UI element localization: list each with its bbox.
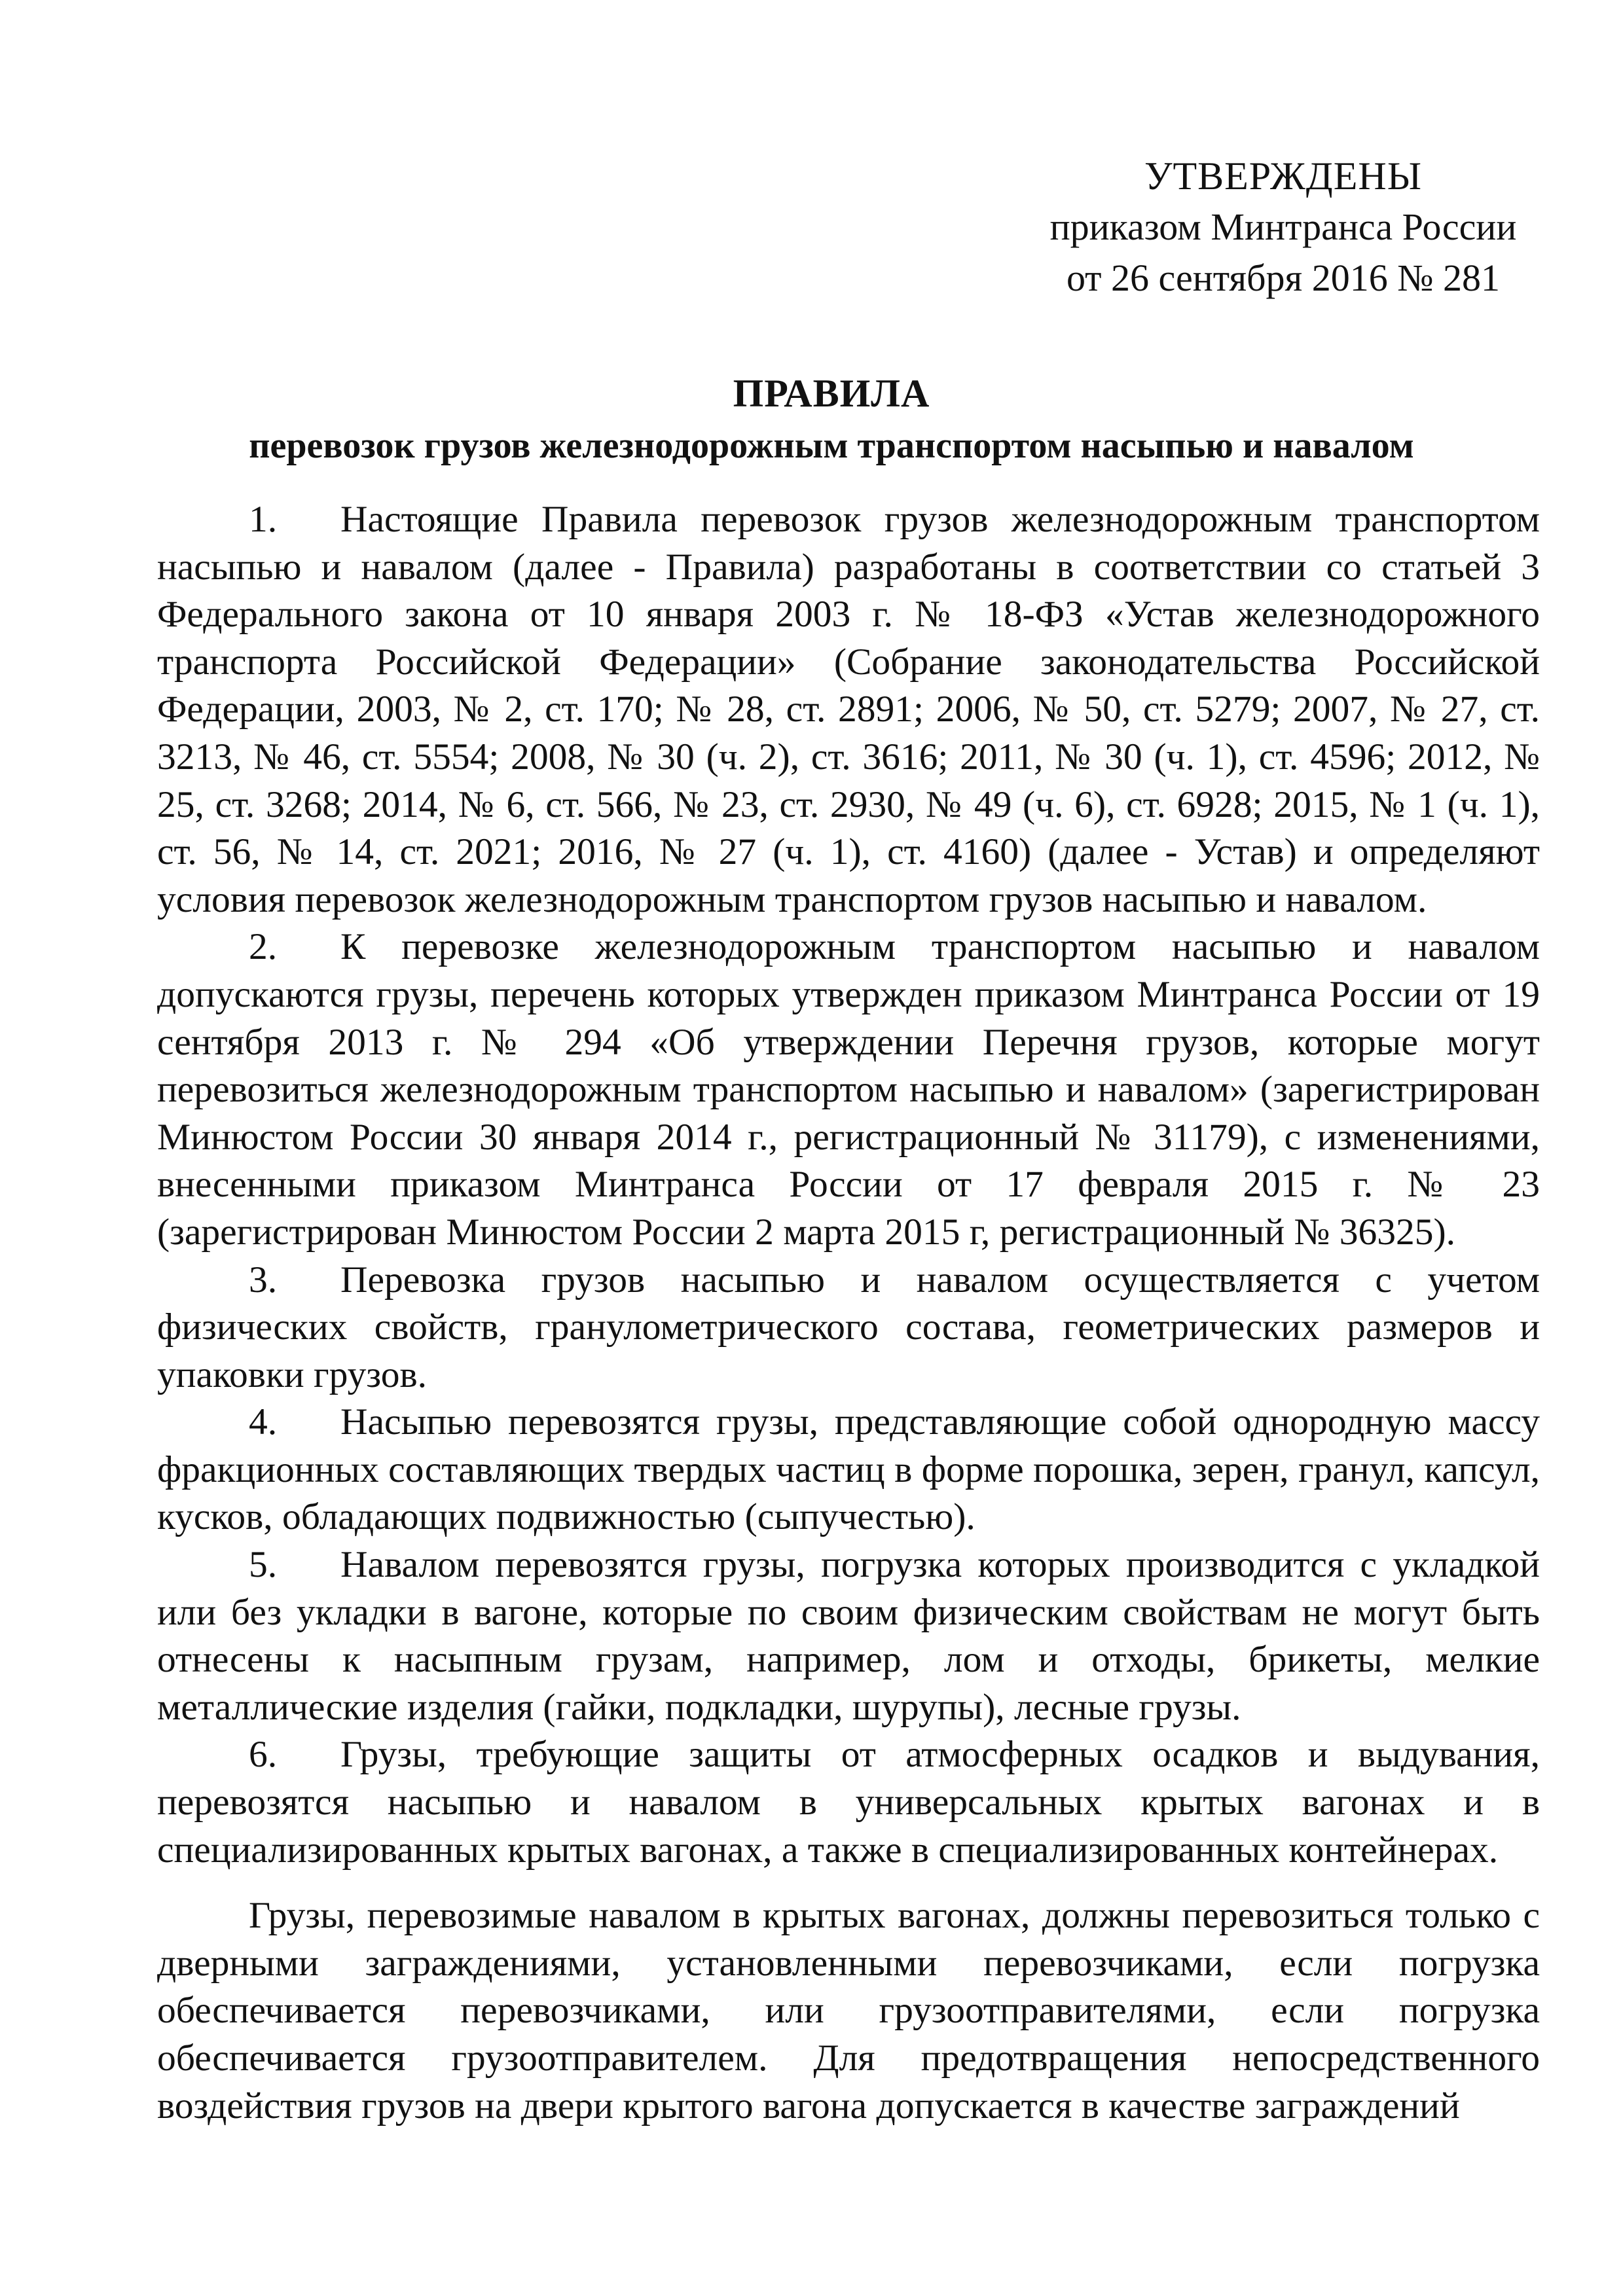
item-text: Перевозка грузов насыпью и навалом осуществляется с учетом физических свойств, гранулометрического состава, геометрических размеров и упаковки грузов. <box>157 1259 1540 1395</box>
numbered-item-6 <box>157 1731 1540 1874</box>
item-text: К перевозке железнодорожным транспортом насыпью и навалом допускаются грузы, перечень которых утвержден приказом Минтранса России от 19 сентября 2013 г. № 294 «Об утверждении Перечня грузов, которые могут перевозиться железнодорожным транспортом насыпью и навалом» (зарегистрирован Минюстом России 30 января 2014 г., регистрационный № 31179), с изменениями, внесенными приказом Минтранса России от 17 февраля 2015 г. № 23 (зарегистрирован Минюстом России 2 марта 2015 г, регистрационный № 36325). <box>157 926 1540 1253</box>
numbered-item-3 <box>157 1257 1540 1399</box>
numbered-item-4 <box>157 1399 1540 1541</box>
item-number: 4. <box>249 1401 278 1443</box>
numbered-item-1 <box>157 496 1540 924</box>
document-body <box>157 496 1540 2130</box>
approval-stamp <box>1021 151 1545 304</box>
document-subtitle: перевозок грузов железнодорожным транспортом насыпью и навалом <box>249 425 1414 466</box>
document-title: ПРАВИЛА <box>733 372 930 415</box>
title-block <box>157 367 1506 471</box>
item-text: Насыпью перевозятся грузы, представляющие собой однородную массу фракционных составляющих твердых частиц в форме порошка, зерен, гранул, капсул, кусков, обладающих подвижностью (сыпучестью). <box>157 1401 1540 1538</box>
item-number: 5. <box>249 1544 278 1586</box>
closing-paragraph: Грузы, перевозимые навалом в крытых вагонах, должны перевозиться только с дверными заграждениями, установленными перевозчиками, если погрузка обеспечивается перевозчиками, или грузоотправителями, если погрузка обеспечивается грузоотправителем. Для предотвращения непосредственного воздействия грузов на двери крытого вагона допускается в качестве заграждений <box>157 1895 1540 2126</box>
item-number: 6. <box>249 1734 278 1776</box>
item-text: Настоящие Правила перевозок грузов железнодорожным транспортом насыпью и навалом (далее - Правила) разработаны в соответствии со статьей 3 Федерального закона от 10 января 2003 г. № 18-ФЗ «Устав железнодорожного транспорта Российской Федерации» (Собрание законодательства Российской Федерации, 2003, № 2, ст. 170; № 28, ст. 2891; 2006, № 50, ст. 5279; 2007, № 27, ст. 3213, № 46, ст. 5554; 2008, № 30 (ч. 2), ст. 3616; 2011, № 30 (ч. 1), ст. 4596; 2012, № 25, ст. 3268; 2014, № 6, ст. 566, № 23, ст. 2930, № 49 (ч. 6), ст. 6928; 2015, № 1 (ч. 1), ст. 56, № 14, ст. 2021; 2016, № 27 (ч. 1), ст. 4160) (далее - Устав) и определяют условия перевозок железнодорожным транспортом грузов насыпью и навалом. <box>157 499 1540 920</box>
item-text: Грузы, требующие защиты от атмосферных осадков и выдувания, перевозятся насыпью и навалом в универсальных крытых вагонах и в специализированных крытых вагонах, а также в специализированных контейнерах. <box>157 1734 1540 1871</box>
item-number: 1. <box>249 499 278 540</box>
approval-date: от 26 сентября 2016 № 281 <box>1066 257 1501 299</box>
numbered-item-2 <box>157 924 1540 1256</box>
approval-heading: УТВЕРЖДЕНЫ <box>1144 154 1423 198</box>
approval-order: приказом Минтранса России <box>1049 206 1517 248</box>
item-number: 3. <box>249 1259 278 1300</box>
item-text: Навалом перевозятся грузы, погрузка которых производится с укладкой или без укладки в вагоне, которые по своим физическим свойствам не могут быть отнесены к насыпным грузам, например, лом и отходы, брикеты, мелкие металлические изделия (гайки, подкладки, шурупы), лесные грузы. <box>157 1544 1540 1728</box>
item-number: 2. <box>249 926 278 968</box>
numbered-item-5 <box>157 1541 1540 1731</box>
